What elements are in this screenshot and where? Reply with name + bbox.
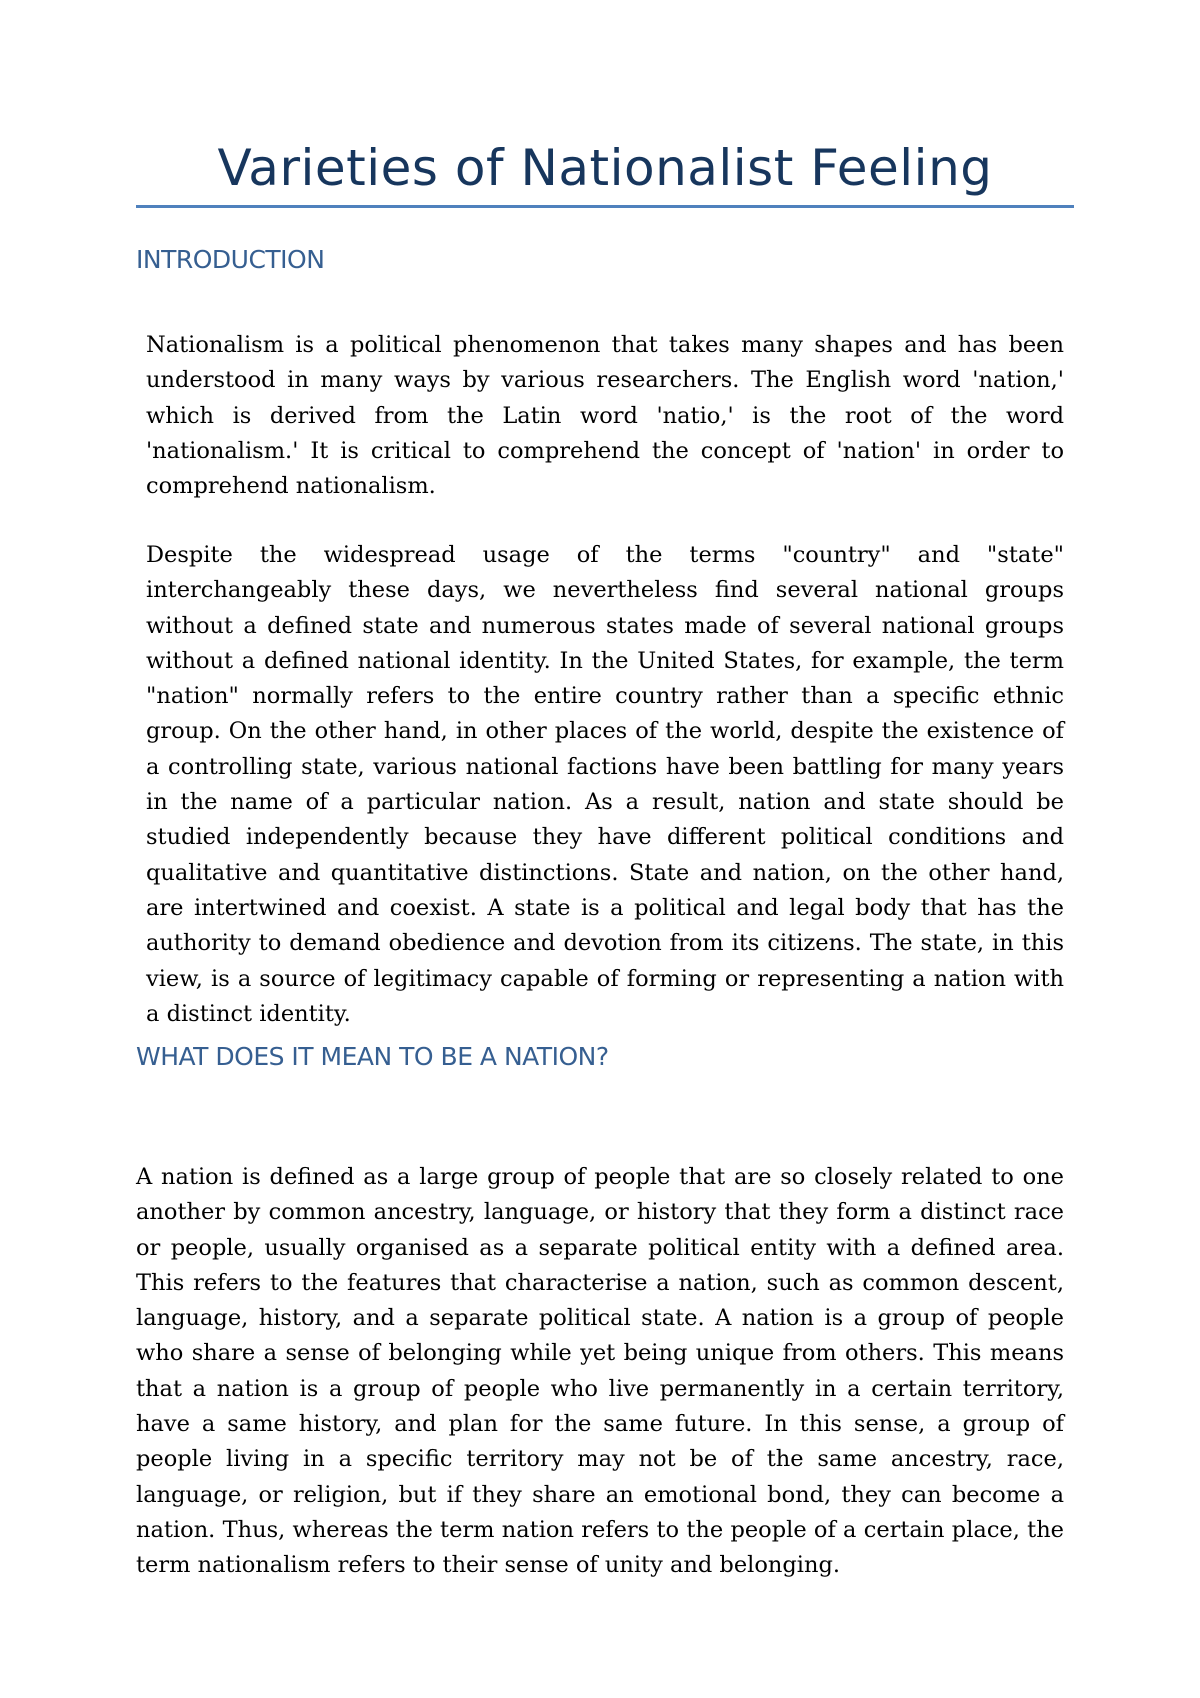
page-title: Varieties of Nationalist Feeling [217, 139, 993, 197]
intro-paragraph-1: Nationalism is a political phenomenon that takes many shapes and has been understood in many ways by various researchers. The English word 'nation,' which is derived from the Latin word 'natio,' is the root of the word 'nationalism.' It is critical to comprehend the concept of 'nation' in order to comprehend nationalism. [146, 332, 1064, 500]
intro-paragraph-2: Despite the widespread usage of the terms "country" and "state" interchangeably these days, we nevertheless find several national groups without a defined state and numerous states made of several national groups without a defined national identity. In the United States, for example, the term "nation" normally refers to the entire country rather than a specific ethnic group. On the other hand, in other places of the world, despite the existence of a controlling state, various national factions have been battling for many years in the name of a particular nation. As a result, nation and state should be studied independently because they have different political conditions and qualitative and quantitative distinctions. State and nation, on the other hand, are intertwined and coexist. A state is a political and legal body that has the authority to demand obedience and devotion from its citizens. The state, in this view, is a source of legitimacy capable of forming or representing a nation with a distinct identity. [146, 542, 1064, 1027]
section-heading-introduction: INTRODUCTION [136, 245, 325, 274]
section-heading-nation: WHAT DOES IT MEAN TO BE A NATION? [136, 1042, 609, 1071]
nation-paragraph-1: A nation is defined as a large group of people that are so closely related to one another by common ancestry, language, or history that they form a distinct race or people, usually organised as a separate political entity with a defined area. This refers to the features that characterise a nation, such as common descent, language, history, and a separate political state. A nation is a group of people who share a sense of belonging while yet being unique from others. This means that a nation is a group of people who live permanently in a certain territory, have a same history, and plan for the same future. In this sense, a group of people living in a specific territory may not be of the same ancestry, race, language, or religion, but if they share an emotional bond, they can become a nation. Thus, whereas the term nation refers to the people of a certain place, the term nationalism refers to their sense of unity and belonging. [136, 1164, 1064, 1579]
title-underline-rule [136, 205, 1074, 208]
